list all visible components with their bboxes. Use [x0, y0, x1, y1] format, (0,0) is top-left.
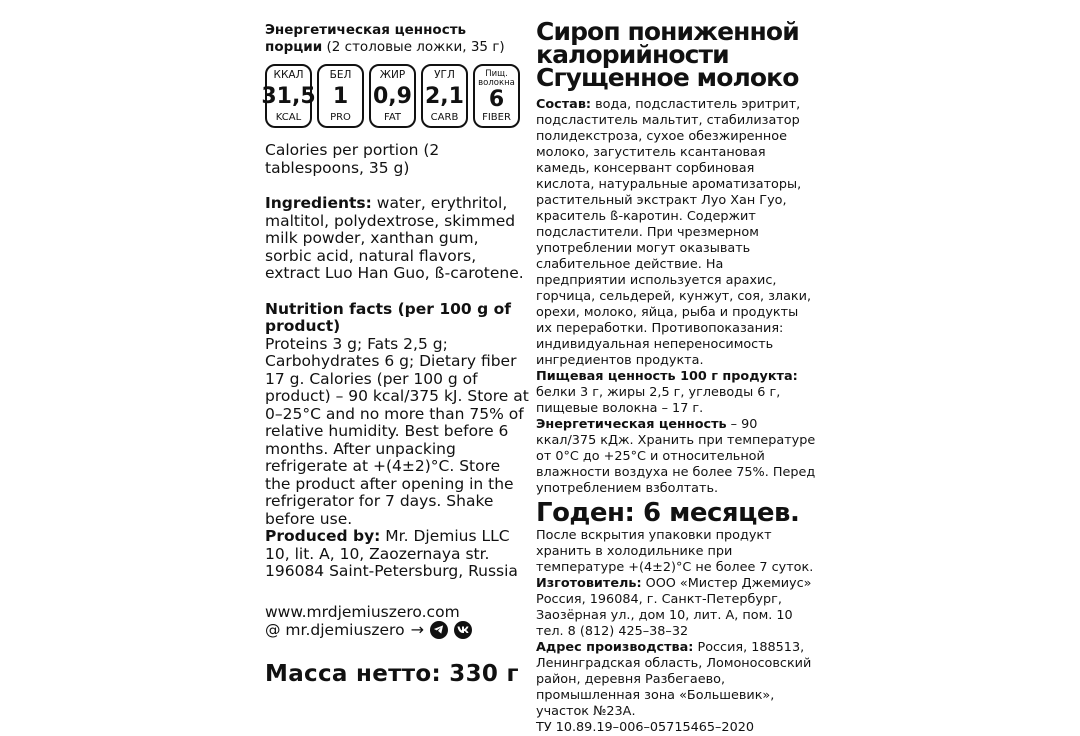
nutrient-value: 31,5 — [261, 83, 316, 109]
producer-text: Mr. Djemius LLC 10, lit. A, 10, Zaozernaya str. 196084 Saint-Petersburg, Russia — [265, 527, 518, 580]
nutrient-boxes — [261, 64, 530, 128]
nutrient-en-label: CARB — [430, 112, 459, 123]
composition-label: Состав: — [536, 97, 592, 112]
nutrition-text: Proteins 3 g; Fats 2,5 g; Carbohydrates 6 g; Dietary fiber 17 g. Calories (per 100 g of product) – 90 kcal/375 kJ. Store at 0–25°C and no more than 75% of relative humidity. Best before 6 months. After unpacking refrigerate at +(4±2)°C. Store the product after opening in the refrigerator for 7 days. Shake before use. — [265, 334, 529, 528]
nutrient-box-carb — [421, 64, 468, 128]
telegram-icon[interactable] — [430, 621, 448, 639]
nutrition-ru-label: Пищевая ценность 100 г продукта: — [536, 369, 798, 384]
nutrient-value: 6 — [488, 87, 505, 112]
portion-label: порции — [265, 39, 323, 55]
nutrition-ru-text: белки 3 г, жиры 2,5 г, углеводы 6 г, пищевые волокна – 17 г. — [536, 385, 781, 416]
product-title: Сироп пониженной калорийности Сгущенное молоко — [536, 17, 799, 92]
production-address-block — [536, 640, 816, 720]
composition-text: вода, подсластитель эритрит, подсластитель мальтит, стабилизатор полидекстроза, сухое обезжиренное молоко, загуститель ксантановая камедь, консервант сорбиновая кислота, натуральные ароматизаторы, растительный экстракт Луо Хан Гуо, краситель ß-каротин. Содержит подсластители. При чрезмерном употреблении могут оказывать слабительное действие. На предприятии используется арахис, горчица, сельдерей, кунжут, соя, злаки, орехи, молоко, яйца, рыба и продукты их переработки. Противопоказания: индивидуальная непереносимость ингредиентов продукта. — [536, 97, 812, 368]
nutrient-value: 2,1 — [425, 83, 464, 109]
ingredients-label: Ingredients: — [265, 194, 372, 212]
producer-block — [265, 528, 530, 581]
nutrition-ru-block — [536, 369, 816, 417]
energy-ru-label: Энергетическая ценность — [536, 417, 727, 432]
energy-ru-block — [536, 417, 816, 497]
after-opening-text: После вскрытия упаковки продукт хранить в холодильнике при температуре +(4±2)°С не более 7 суток. — [536, 528, 814, 575]
calories-per-portion: Calories per portion (2 tablespoons, 35 g) — [265, 141, 440, 177]
nutrient-en-label: FAT — [383, 112, 401, 123]
net-weight: Масса нетто: 330 г — [265, 660, 519, 687]
nutrient-box-kcal — [261, 64, 316, 128]
portion-size: (2 столовые ложки, 35 г) — [322, 39, 505, 55]
english-column — [261, 22, 530, 687]
russian-column — [536, 17, 816, 736]
shelf-life: Годен: 6 месяцев. — [536, 498, 800, 528]
nutrition-block — [265, 301, 530, 529]
ingredients-block — [265, 195, 530, 283]
nutrient-box-fiber — [473, 64, 520, 128]
nutrient-en-label: FIBER — [482, 112, 511, 123]
nutrient-en-label: PRO — [330, 112, 351, 123]
nutrient-ru-label: Пищ. волокна — [478, 69, 515, 88]
production-address-text: Россия, 188513, Ленинградская область, Ломоносовский район, деревня Разбегаево, промышленная зона «Большевик», участок №23А. — [536, 640, 812, 719]
website-link[interactable]: www.mrdjemiuszero.com — [265, 602, 460, 621]
nutrient-box-protein — [317, 64, 364, 128]
manufacturer-label: Изготовитель: — [536, 576, 642, 591]
nutrient-box-fat — [369, 64, 416, 128]
energy-title: Энергетическая ценность — [265, 22, 467, 38]
vk-icon[interactable] — [454, 621, 472, 639]
instagram-handle[interactable]: @ mr.djemiuszero — [265, 620, 405, 639]
production-address-label: Адрес производства: — [536, 640, 694, 655]
tu-code: ТУ 10.89.19–006–05715465–2020 — [536, 720, 754, 735]
nutrient-ru-label: ККАЛ — [273, 69, 304, 81]
energy-ru-text: – 90 ккал/375 кДж. Хранить при температуре от 0°С до +25°С и относительной влажности воздуха не более 75%. Перед употреблением взболтать. — [536, 417, 816, 496]
nutrient-ru-label: ЖИР — [379, 69, 406, 81]
composition-block — [536, 97, 816, 369]
nutrient-value: 1 — [332, 83, 349, 109]
nutrient-ru-label: БЕЛ — [329, 69, 352, 81]
arrow-right-icon: → — [410, 619, 424, 639]
ingredients-text: water, erythritol, maltitol, polydextrose, skimmed milk powder, xanthan gum, sorbic acid, natural flavors, extract Luo Han Guo, ß-carotene. — [265, 194, 524, 282]
social-row — [265, 621, 530, 639]
manufacturer-text: ООО «Мистер Джемиус» Россия, 196084, г. Санкт-Петербург, Заозёрная ул., дом 10, лит. А, пом. 10 тел. 8 (812) 425–38–32 — [536, 576, 812, 639]
manufacturer-block — [536, 576, 816, 640]
energy-heading — [265, 22, 530, 56]
nutrient-ru-label: УГЛ — [434, 69, 455, 81]
nutrient-value: 0,9 — [373, 83, 412, 109]
producer-label: Produced by: — [265, 527, 381, 545]
nutrient-en-label: KCAL — [275, 112, 302, 123]
nutrition-heading: Nutrition facts (per 100 g of product) — [265, 299, 511, 335]
